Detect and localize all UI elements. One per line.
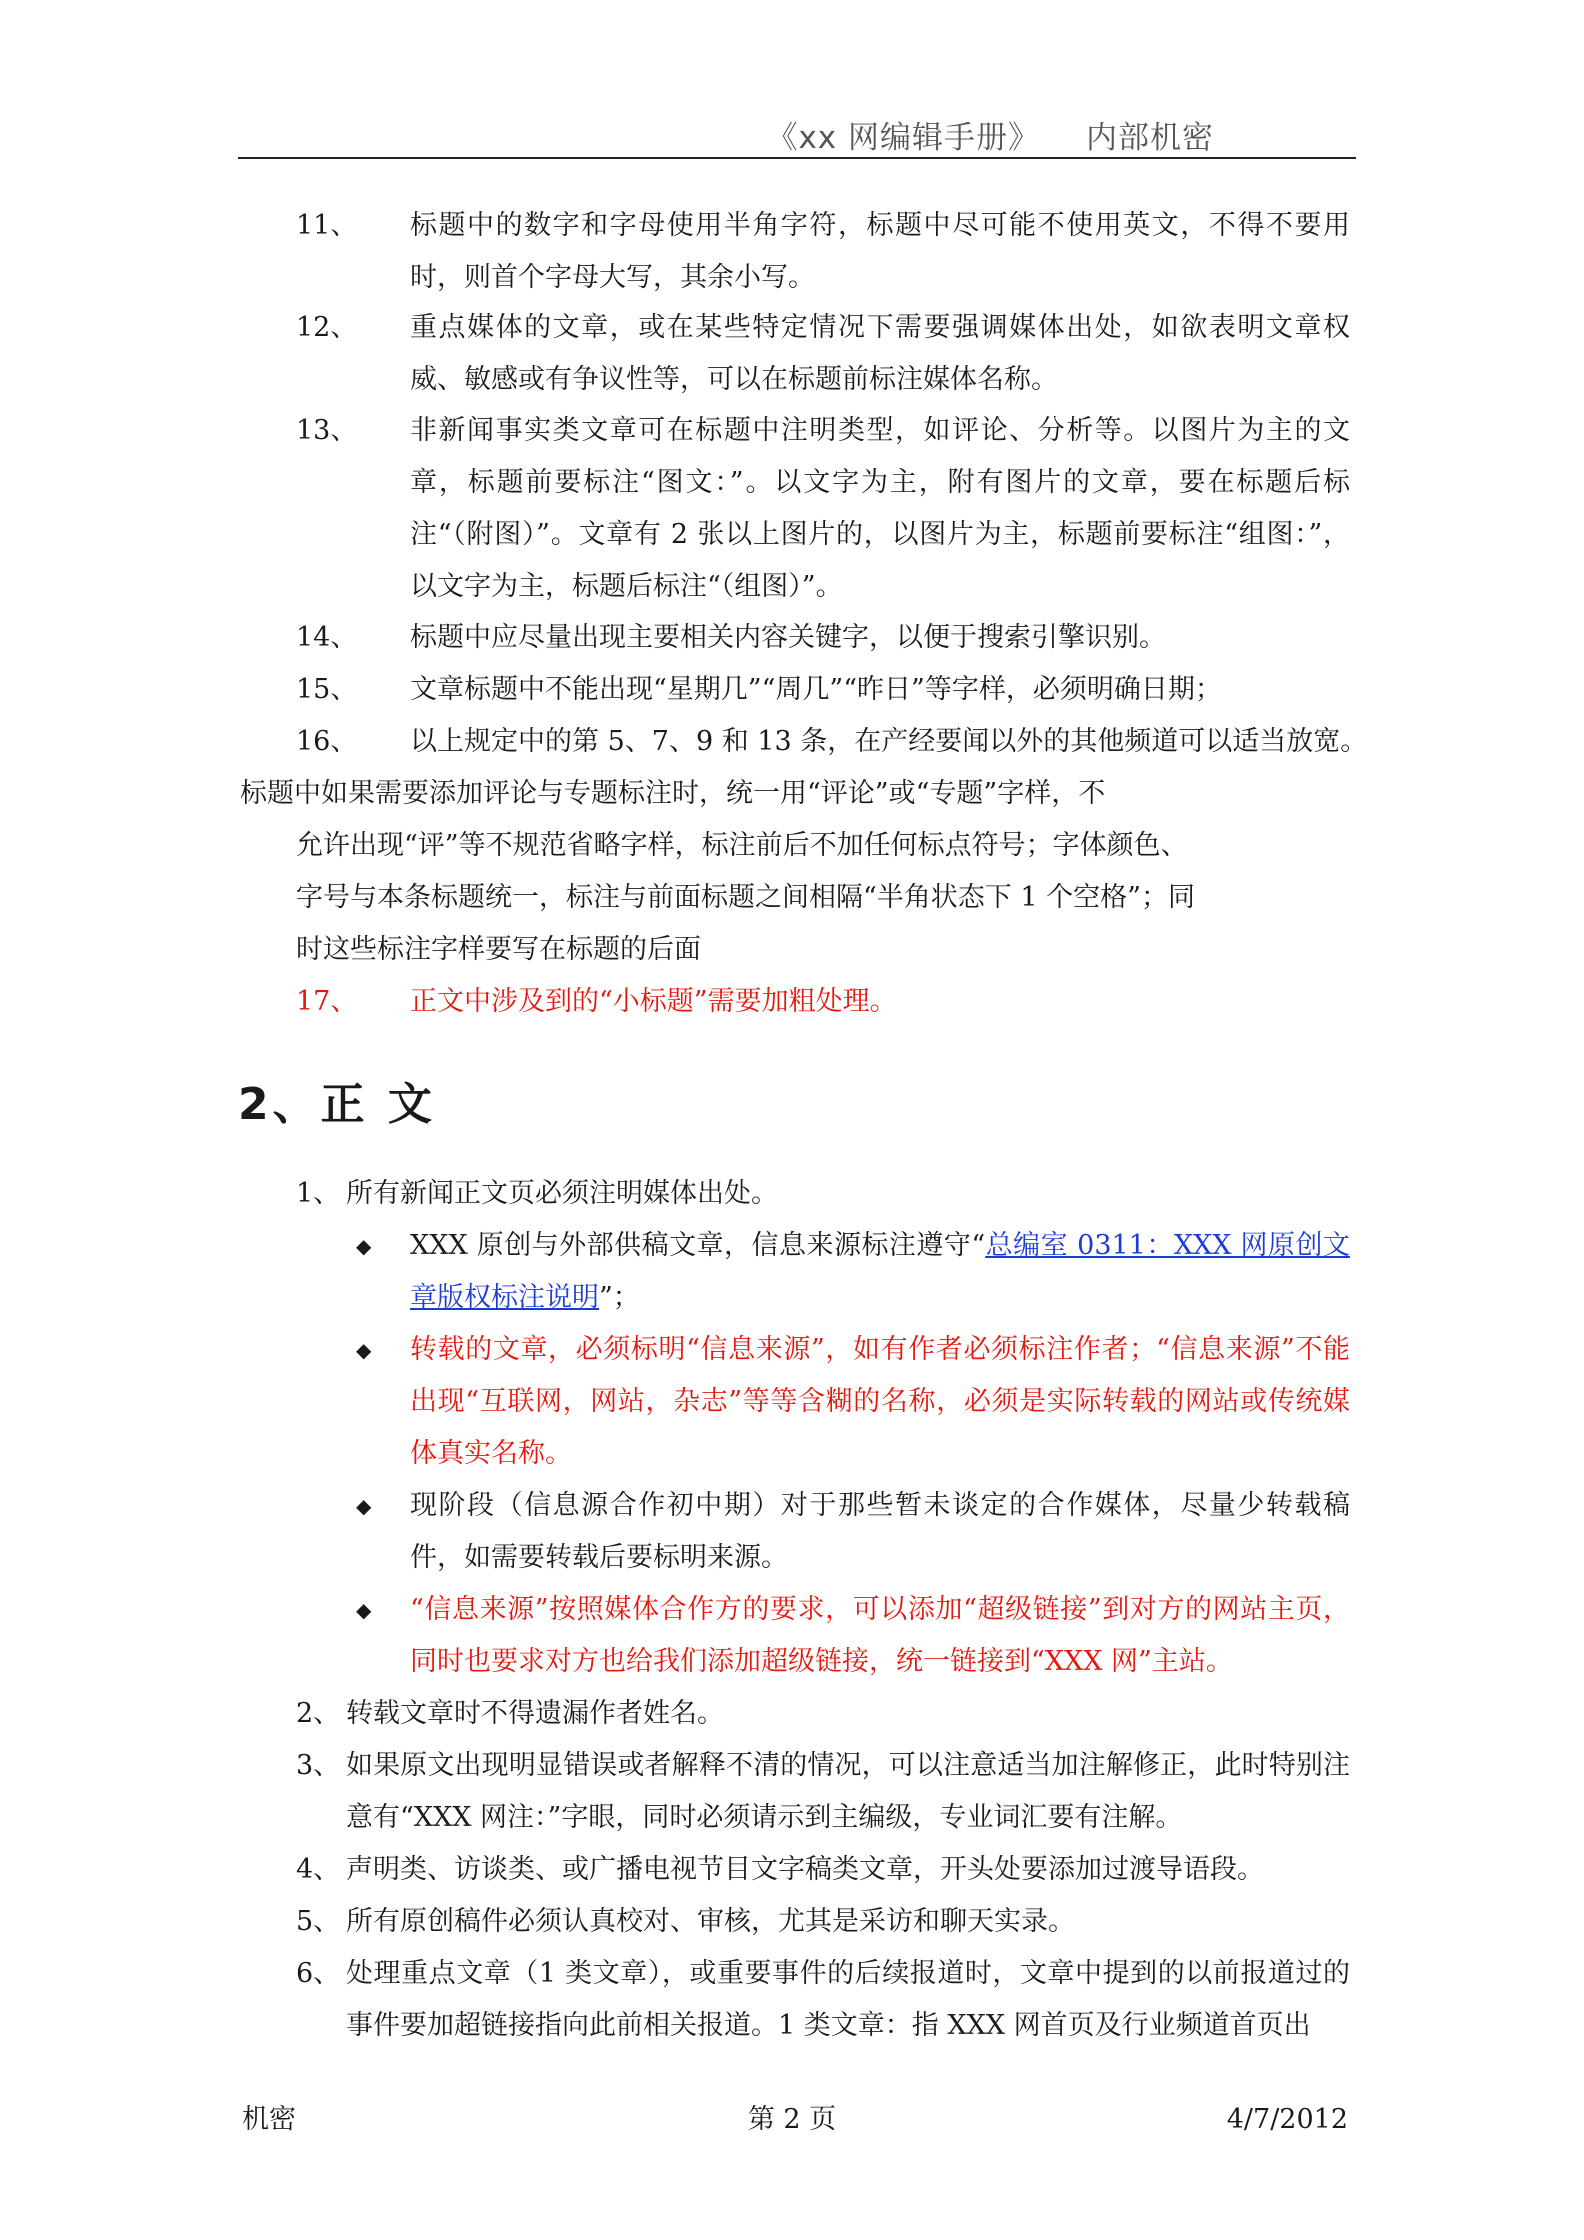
bullet-text-suffix: ”； <box>599 1282 640 1313</box>
annotation-note-line: 标题中如果需要添加评论与专题标注时，统一用“评论”或“专题”字样，不 <box>240 778 1106 809</box>
header-confidential: 内部机密 <box>1086 120 1214 156</box>
annotation-note-line: 允许出现“评”等不规范省略字样，标注前后不加任何标点符号；字体颜色、 <box>296 830 1188 861</box>
body-item-number: 6、 <box>296 1958 341 1989</box>
page-number: 第 2 页 <box>747 2104 837 2135</box>
bullet-icon: ◆ <box>356 1494 372 1518</box>
body-item-text: 如果原文出现明显错误或者解释不清的情况，可以注意适当加注解修正，此时特别注意有“XXX 网注：”字眼，同时必须请示到主编级，专业词汇要有注解。 <box>346 1750 1350 1833</box>
bullet-icon: ◆ <box>356 1234 372 1258</box>
section-heading: 2、正 文 <box>238 1079 436 1130</box>
bullet-text <box>410 1220 1350 1324</box>
body-item-text: 所有原创稿件必须认真校对、审核，尤其是采访和聊天实录。 <box>346 1906 1075 1937</box>
header-title: 《xx 网编辑手册》 <box>766 120 1040 156</box>
rule-number: 13、 <box>296 415 358 446</box>
rule-number: 16、 <box>296 726 358 757</box>
rule-text: 文章标题中不能出现“星期几”“周几”“昨日”等字样，必须明确日期； <box>410 674 1222 705</box>
annotation-note-line: 字号与本条标题统一，标注与前面标题之间相隔“半角状态下 1 个空格”；同 <box>296 882 1195 913</box>
body-item-number: 4、 <box>296 1854 341 1885</box>
copyright-guideline-link[interactable]: 总编室 0311：XXX 网原创文章版权标注说明 <box>410 1230 1350 1313</box>
bullet-text-prefix: XXX 原创与外部供稿文章，信息来源标注遵守“ <box>410 1230 986 1261</box>
body-item-text: 处理重点文章（1 类文章），或重要事件的后续报道时，文章中提到的以前报道过的事件要加超链接指向此前相关报道。1 类文章：指 XXX 网首页及行业频道首页出 <box>346 1958 1350 2041</box>
header-divider <box>238 157 1356 159</box>
body-item-number: 3、 <box>296 1750 341 1781</box>
footer-date: 4/7/2012 <box>1226 2104 1348 2135</box>
bullet-icon: ◆ <box>356 1598 372 1622</box>
body-item-number: 1、 <box>296 1178 341 1209</box>
rule-number: 17、 <box>296 986 358 1017</box>
bullet-text: 现阶段（信息源合作初中期）对于那些暂未谈定的合作媒体，尽量少转载稿件，如需要转载后要标明来源。 <box>410 1490 1350 1573</box>
rule-text: 标题中的数字和字母使用半角字符，标题中尽可能不使用英文，不得不要用时，则首个字母大写，其余小写。 <box>410 210 1350 293</box>
rule-number: 12、 <box>296 312 358 343</box>
footer-confidential: 机密 <box>242 2104 296 2135</box>
rule-text: 重点媒体的文章，或在某些特定情况下需要强调媒体出处，如欲表明文章权威、敏感或有争议性等，可以在标题前标注媒体名称。 <box>410 312 1350 395</box>
rule-text: 以上规定中的第 5、7、9 和 13 条，在产经要闻以外的其他频道可以适当放宽。 <box>410 726 1368 757</box>
rule-text: 非新闻事实类文章可在标题中注明类型，如评论、分析等。以图片为主的文章，标题前要标注“图文：”。以文字为主，附有图片的文章，要在标题后标注“（附图）”。文章有 2 张以上图片的，以图片为主，标题前要标注“组图：”，以文字为主，标题后标注“（组图）”。 <box>410 415 1350 602</box>
body-item-text: 所有新闻正文页必须注明媒体出处。 <box>346 1178 778 1209</box>
rule-number: 11、 <box>296 210 358 241</box>
bullet-text-emphasis: 转载的文章，必须标明“信息来源”，如有作者必须标注作者；“信息来源”不能出现“互联网，网站，杂志”等等含糊的名称，必须是实际转载的网站或传统媒体真实名称。 <box>410 1334 1350 1469</box>
bullet-icon: ◆ <box>356 1338 372 1362</box>
rule-text: 标题中应尽量出现主要相关内容关键字，以便于搜索引擎识别。 <box>410 622 1166 653</box>
rule-text-emphasis: 正文中涉及到的“小标题”需要加粗处理。 <box>410 986 897 1017</box>
rule-number: 15、 <box>296 674 358 705</box>
body-item-text: 声明类、访谈类、或广播电视节目文字稿类文章，开头处要添加过渡导语段。 <box>346 1854 1264 1885</box>
page-header <box>766 112 1214 157</box>
body-item-text: 转载文章时不得遗漏作者姓名。 <box>346 1698 724 1729</box>
bullet-text-emphasis: “信息来源”按照媒体合作方的要求，可以添加“超级链接”到对方的网站主页，同时也要求对方也给我们添加超级链接，统一链接到“XXX 网”主站。 <box>410 1594 1350 1677</box>
annotation-note-line: 时这些标注字样要写在标题的后面 <box>296 934 701 965</box>
rule-number: 14、 <box>296 622 358 653</box>
body-item-number: 2、 <box>296 1698 341 1729</box>
body-item-number: 5、 <box>296 1906 341 1937</box>
